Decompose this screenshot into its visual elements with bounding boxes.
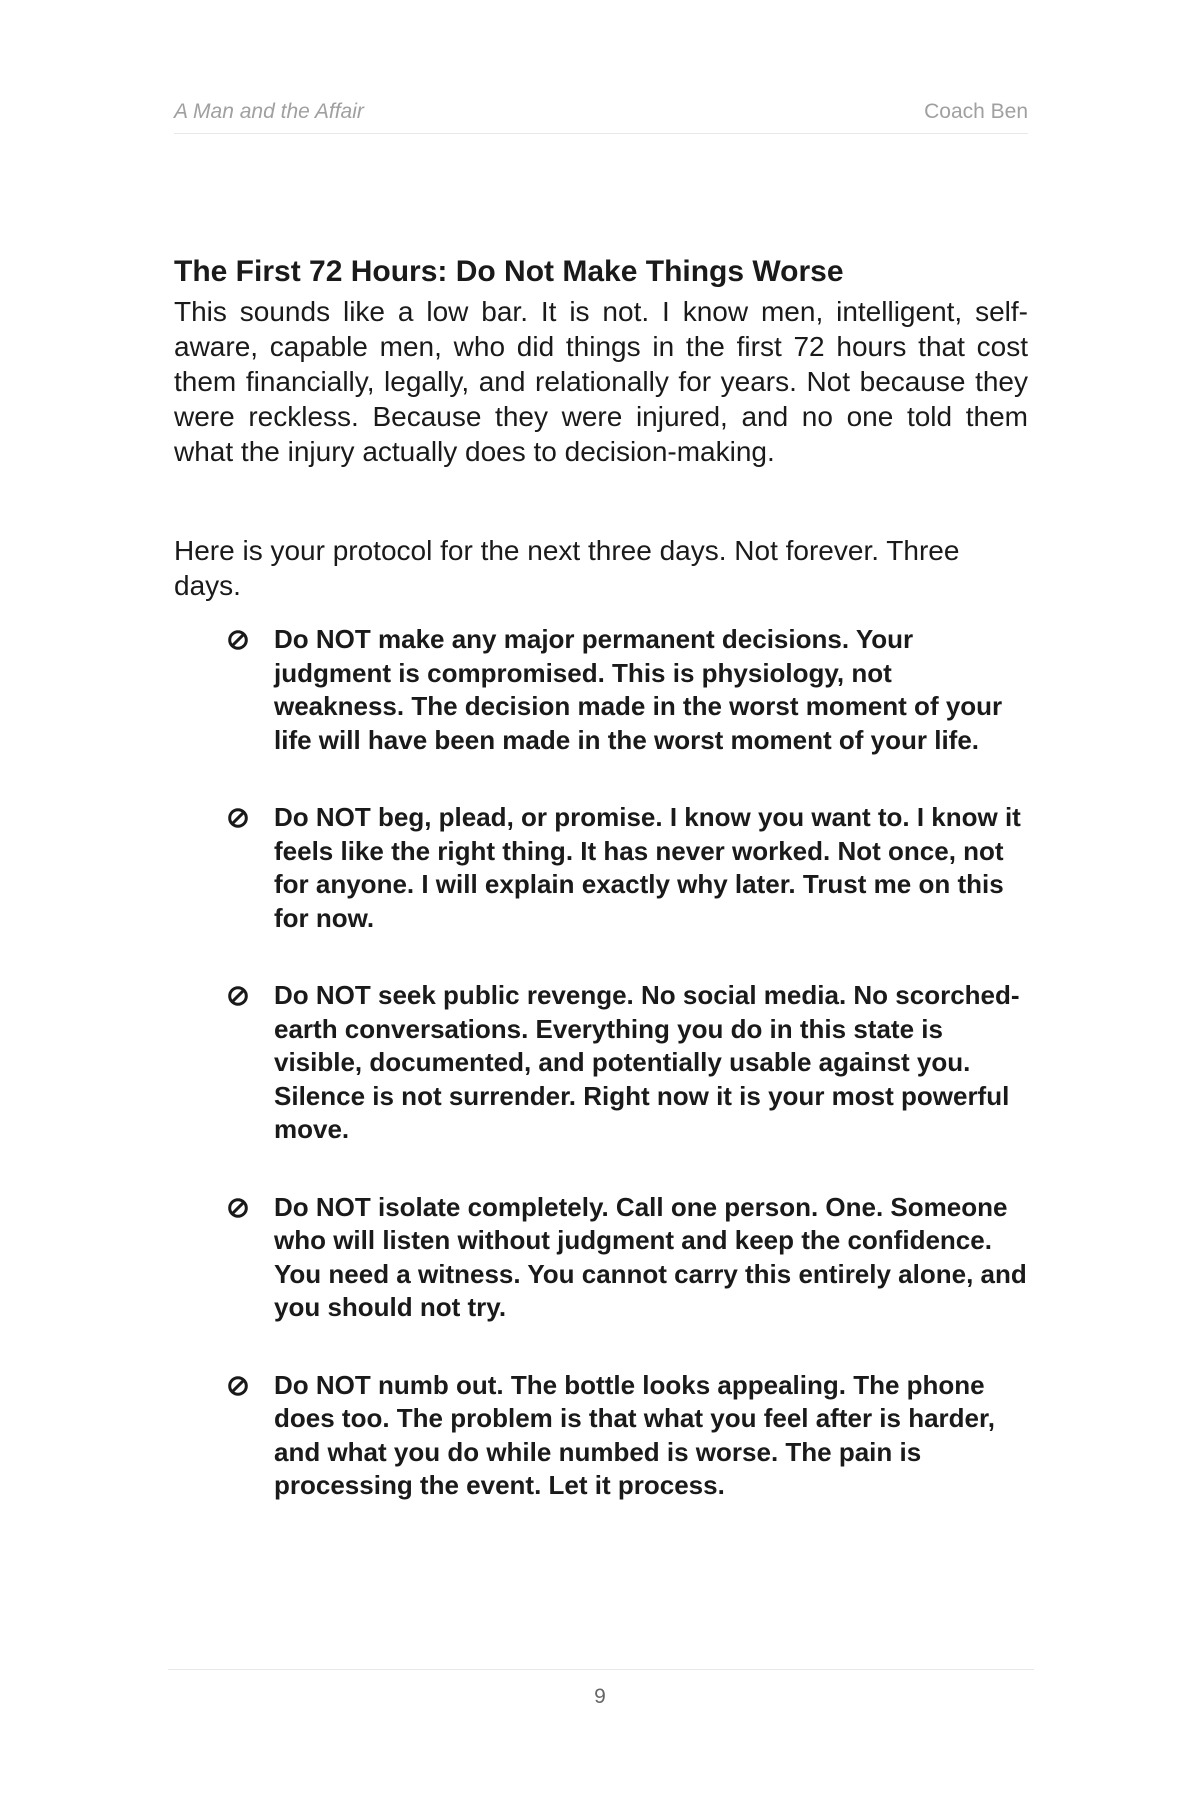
list-item [174,979,1028,1147]
prohibited-icon [227,629,249,651]
list-item [174,1369,1028,1503]
prohibited-icon [227,985,249,1007]
intro-paragraph: This sounds like a low bar. It is not. I know men, intelligent, self-aware, capable men, who did things in the first 72 hours that cost them financially, legally, and relationally for years. Not because they were reckless. Because they were injured, and no one told them what the injury actually does to decision-making. [174,296,1028,467]
running-header [174,98,1028,126]
protocol-list [174,623,1028,1503]
author-name: Coach Ben [924,100,1028,123]
footer-divider [168,1669,1034,1670]
rule-text: Do NOT numb out. The bottle looks appealing. The phone does too. The problem is that what you feel after is harder, and what you do while numbed is worse. The pain is processing the event. Let it process. [274,1369,995,1500]
prohibited-icon [227,807,249,829]
list-item [174,801,1028,935]
header-divider [174,133,1028,134]
section-heading: The First 72 Hours: Do Not Make Things Worse [174,255,844,288]
book-title: A Man and the Affair [174,100,364,123]
rule-text: Do NOT isolate completely. Call one person. One. Someone who will listen without judgment and keep the confidence. You need a witness. You cannot carry this entirely alone, and you should not try. [274,1191,1027,1322]
list-item [174,623,1028,757]
prohibited-icon [227,1375,249,1397]
rule-text: Do NOT beg, plead, or promise. I know you want to. I know it feels like the right thing. It has never worked. Not once, not for anyone. I will explain exactly why later. Trust me on this for now. [274,802,1021,933]
rule-text: Do NOT make any major permanent decisions. Your judgment is compromised. This is physiology, not weakness. The decision made in the worst moment of your life will have been made in the worst moment of your life. [274,624,1003,755]
page-number: 9 [594,1685,606,1708]
protocol-paragraph: Here is your protocol for the next three days. Not forever. Three days. [174,535,960,601]
page-content [174,252,1028,1547]
list-item [174,1191,1028,1325]
prohibited-icon [227,1197,249,1219]
rule-text: Do NOT seek public revenge. No social media. No scorched-earth conversations. Everything you do in this state is visible, documented, and potentially usable against you. Silence is not surrender. Right now it is your most powerful move. [274,980,1020,1144]
